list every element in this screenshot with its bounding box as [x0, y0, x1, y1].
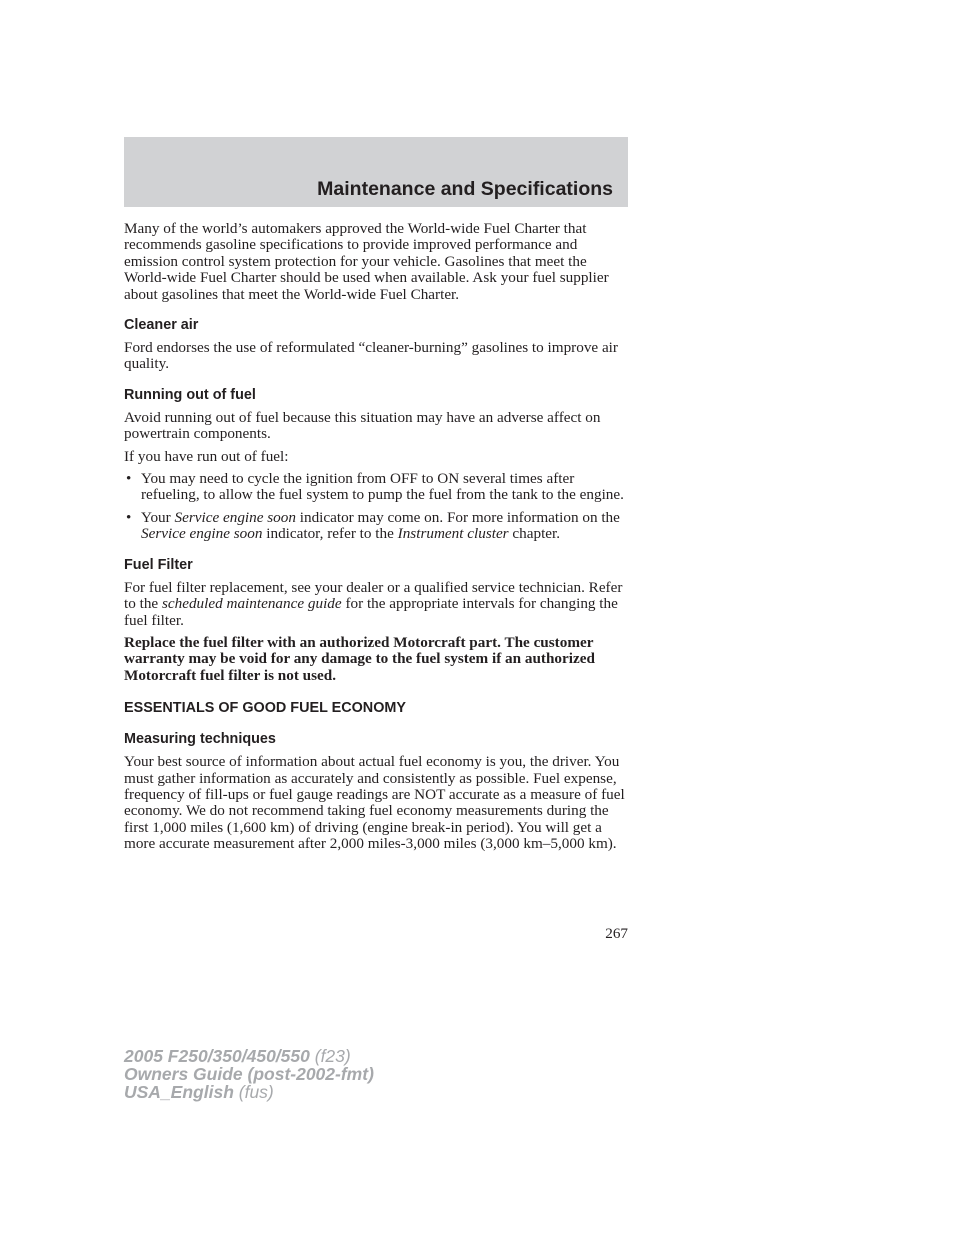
bullet-text: You may need to cycle the ignition from OFF to ON several times after refueling, to allow the fuel system to pump the fuel from the tank to the engine.	[141, 470, 624, 504]
footer-model: 2005 F250/350/450/550	[124, 1046, 310, 1066]
heading-measuring-techniques: Measuring techniques	[124, 731, 276, 748]
footer-line-guide	[124, 1065, 374, 1083]
heading-cleaner-air: Cleaner air	[124, 317, 199, 334]
document-footer	[124, 1047, 374, 1101]
heading-fuel-filter: Fuel Filter	[124, 556, 193, 573]
section-header-band	[124, 137, 628, 207]
footer-model-code: (f23)	[309, 1046, 351, 1066]
fuel-filter-text: For fuel filter replacement, see your dealer or a qualified service technician. Refer to the	[124, 578, 623, 613]
bullet-text: chapter.	[508, 525, 561, 543]
footer-line-language	[124, 1083, 374, 1101]
bullet-text: Your	[141, 508, 175, 526]
service-engine-soon-ref: Service engine soon	[141, 525, 263, 543]
instrument-cluster-ref: Instrument cluster	[397, 525, 509, 543]
running-out-paragraph: Avoid running out of fuel because this situation may have an adverse affect on powertrain components.	[124, 408, 601, 443]
service-engine-soon-ref: Service engine soon	[174, 508, 296, 526]
footer-language: USA_English	[124, 1082, 234, 1102]
list-item	[124, 510, 630, 543]
heading-running-out-of-fuel: Running out of fuel	[124, 386, 256, 403]
fuel-filter-text: for the appropriate intervals for changing the fuel filter.	[124, 595, 618, 629]
run-out-intro: If you have run out of fuel:	[124, 447, 289, 465]
section-title: Maintenance and Specifications	[317, 178, 613, 200]
cleaner-air-paragraph: Ford endorses the use of reformulated “cleaner-burning” gasolines to improve air quality.	[124, 339, 618, 373]
bullet-icon: •	[126, 508, 132, 526]
heading-fuel-economy: ESSENTIALS OF GOOD FUEL ECONOMY	[124, 700, 406, 717]
run-out-list	[124, 471, 630, 543]
intro-paragraph: Many of the world’s automakers approved the World-wide Fuel Charter that recommends gasoline specifications to provide improved performance and emission control system protection for your vehicle. Gasolines that meet the World-wide Fuel Charter should be used when available. Ask your fuel supplier about gasolines that meet the World-wide Fuel Charter.	[124, 220, 609, 303]
footer-line-model	[124, 1047, 374, 1065]
bullet-text: indicator may come on. For more information on the	[295, 508, 620, 526]
bullet-icon: •	[126, 470, 132, 488]
page-content	[124, 221, 630, 859]
page-number: 267	[605, 925, 628, 942]
fuel-filter-paragraph	[124, 580, 630, 629]
list-item	[124, 471, 630, 504]
measuring-paragraph: Your best source of information about actual fuel economy is you, the driver. You must gather information as accurately and consistently as possible. Fuel expense, frequency of fill-ups or fuel gauge readings are NOT accurate as a measure of fuel economy. We do not recommend taking fuel economy measurements during the first 1,000 miles (1,600 km) of driving (engine break-in period). You will get a more accurate measurement after 2,000 miles-3,000 miles (3,000 km–5,000 km).	[124, 753, 625, 853]
bullet-text: indicator, refer to the	[262, 525, 398, 543]
footer-guide: Owners Guide (post-2002-fmt)	[124, 1064, 374, 1084]
maintenance-guide-ref: scheduled maintenance guide	[161, 595, 342, 613]
footer-language-code: (fus)	[233, 1082, 274, 1102]
fuel-filter-warning: Replace the fuel filter with an authorized Motorcraft part. The customer warranty may be void for any damage to the fuel system if an authorized Motorcraft fuel filter is not used.	[124, 633, 595, 684]
